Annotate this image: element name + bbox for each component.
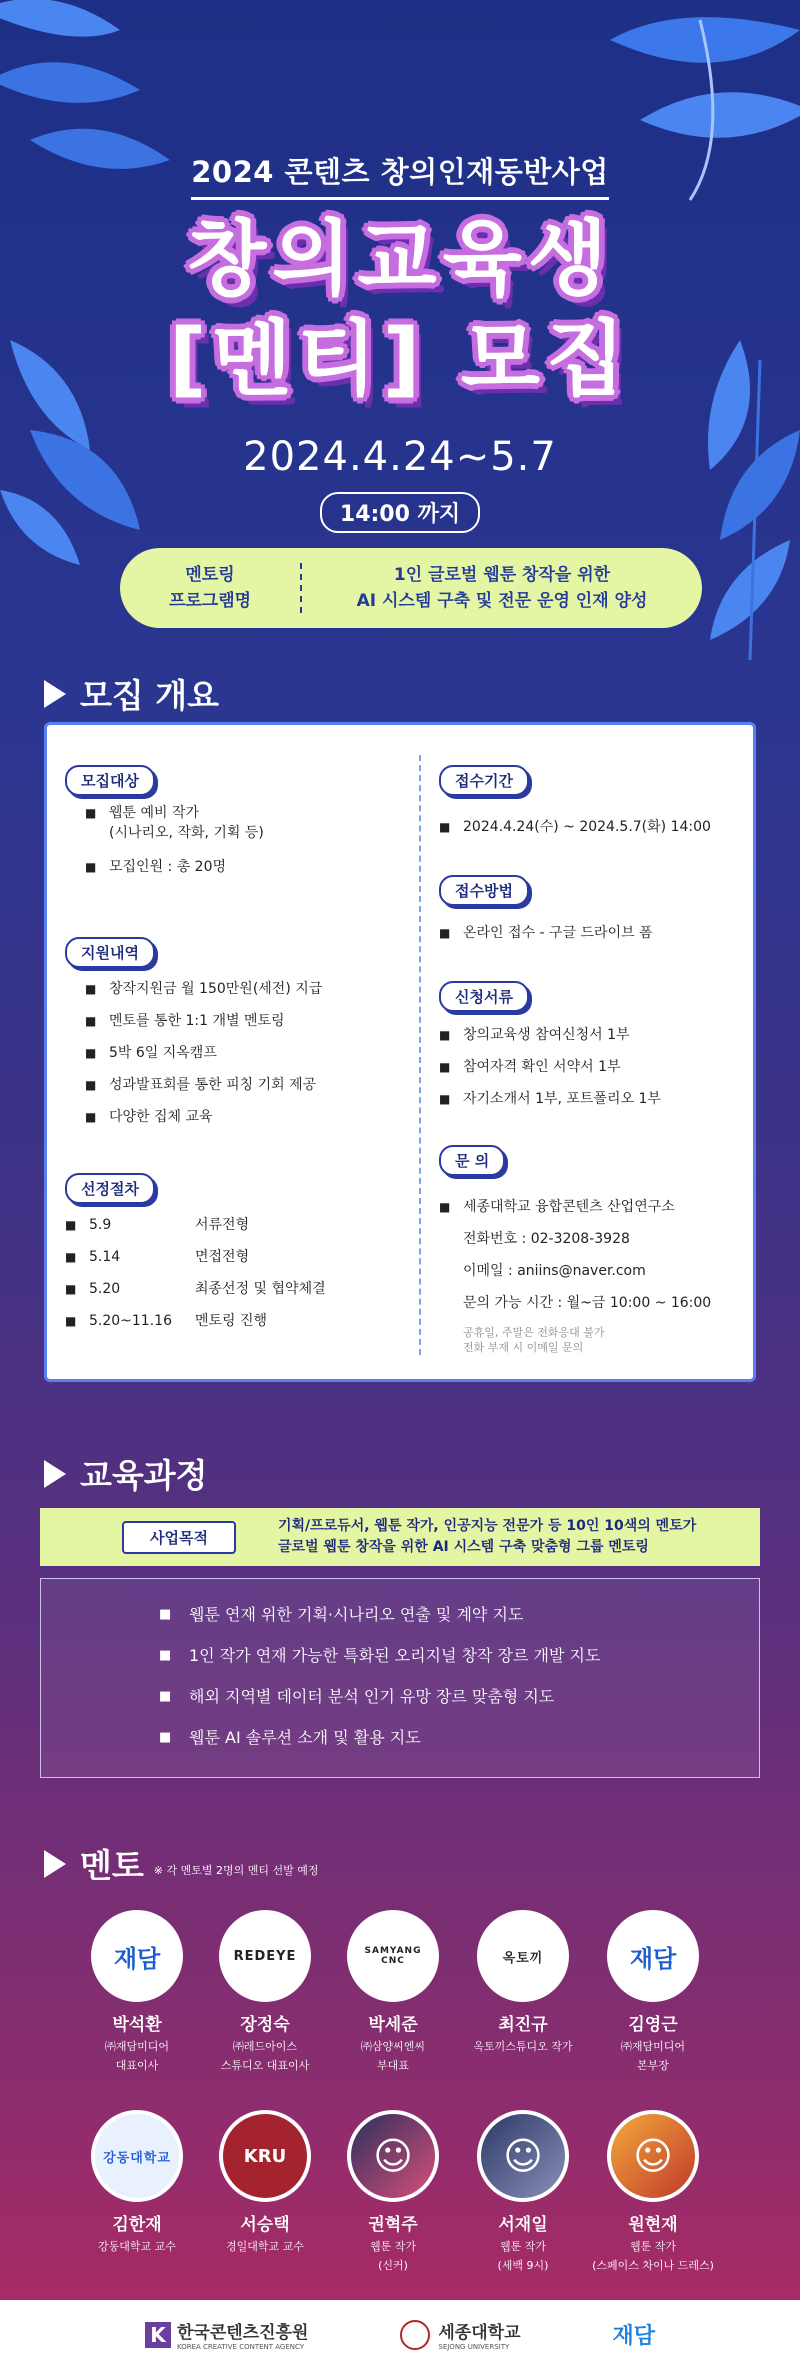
mentor-name: 서승택 (240, 2215, 290, 2235)
mentors-title-text: 멘토 (80, 1846, 144, 1885)
mentor-role: 경일대학교 교수 (226, 2240, 304, 2253)
documents-list (439, 1025, 749, 1121)
mentors-note: ※ 각 멘토별 2명의 멘티 선발 예정 (153, 1863, 319, 1877)
list-item: ■ 창의교육생 참여신청서 1부 (439, 1025, 749, 1045)
mentor-logo: SAMYANG CNC (364, 1946, 422, 1966)
list-item: ■ 웹툰 연재 위한 기획·시나리오 연출 및 계약 지도 (159, 1605, 759, 1625)
program-text-line1: 1인 글로벌 웹툰 창작을 위한 (393, 565, 611, 585)
list-item: ■ 참여자격 확인 서약서 1부 (439, 1057, 749, 1077)
mentor-role: 웹툰 작가 (629, 2240, 676, 2253)
sejong-logo (400, 2318, 520, 2351)
mentor-card (588, 1910, 718, 2073)
kocca-logo (145, 2318, 308, 2351)
purpose-line1: 기획/프로듀서, 웹툰 작가, 인공지능 전문가 등 10인 10색의 멘토가 (277, 1518, 697, 1534)
period-tag: 접수기간 (439, 765, 529, 796)
mentor-role-sub: 본부장 (637, 2059, 669, 2072)
schedule-row (65, 1311, 395, 1331)
list-item: ■ 다양한 집체 교육 (85, 1107, 405, 1127)
mentor-role: 웹툰 작가 (499, 2240, 546, 2253)
mentor-role-sub: (신커) (378, 2259, 408, 2272)
contact-tag: 문 의 (439, 1145, 505, 1176)
list-item: ■ 온라인 접수 - 구글 드라이브 폼 (439, 923, 749, 943)
list-item: ■ 웹툰 AI 솔루션 소개 및 활용 지도 (159, 1728, 759, 1748)
mentor-role: 옥토끼스튜디오 작가 (473, 2040, 573, 2053)
avatar (219, 2110, 311, 2202)
avatar (607, 2110, 699, 2202)
hero-subtitle: 2024 콘텐츠 창의인재동반사업 (191, 150, 609, 200)
schedule-date: ■ 5.20~11.16 (65, 1311, 195, 1331)
jaedam-logo (613, 2319, 656, 2350)
mentor-card (72, 1910, 202, 2073)
list-item (85, 803, 405, 843)
mentor-role: 웹툰 작가 (369, 2240, 416, 2253)
mentor-role: ㈜재담미디어 (104, 2040, 170, 2053)
target-tag: 모집대상 (65, 765, 155, 796)
mentor-card (458, 1910, 588, 2058)
mentor-role: ㈜재담미디어 (620, 2040, 686, 2053)
sejong-name-en: SEJONG UNIVERSITY (438, 2343, 510, 2351)
jaedam-name: 재담 (612, 2324, 656, 2349)
mentors-section-title (44, 1840, 318, 1887)
selection-tag: 선정절차 (65, 1173, 155, 1204)
overview-card (44, 722, 756, 1382)
schedule-step: 최종선정 및 협약체결 (195, 1281, 326, 1297)
avatar (607, 1910, 699, 2002)
list-item: ■ 멘토를 통한 1:1 개별 멘토링 (85, 1011, 405, 1031)
mentor-name: 원현재 (628, 2215, 678, 2235)
column-divider (419, 755, 421, 1355)
mentor-name: 권혁주 (368, 2215, 418, 2235)
support-list (85, 979, 405, 1139)
footer (0, 2300, 800, 2369)
program-label-line1: 멘토링 (185, 565, 235, 585)
program-text (302, 562, 702, 614)
portrait-icon: ☺ (503, 2134, 543, 2178)
contact-note2: 전화 부재 시 이메일 문의 (463, 1341, 584, 1354)
hero-title-line1: 창의교육생 (186, 212, 614, 307)
program-label-line2: 프로그램명 (168, 591, 252, 611)
list-item: ■ 2024.4.24(수) ~ 2024.5.7(화) 14:00 (439, 817, 749, 837)
contact-email[interactable]: 이메일 : aniins@naver.com (463, 1263, 646, 1279)
avatar (91, 1910, 183, 2002)
contact-phone: 전화번호 : 02-3208-3928 (463, 1231, 630, 1247)
contact-note1: 공휴일, 주말은 전화응대 불가 (463, 1326, 605, 1339)
method-tag: 접수방법 (439, 875, 529, 906)
mentor-role: ㈜레드아이스 (232, 2040, 298, 2053)
purpose-banner (40, 1508, 760, 1566)
hero-deadline-time: 14:00 까지 (320, 492, 480, 533)
hero-dates: 2024.4.24~5.7 (243, 434, 557, 480)
mentor-role: 강동대학교 교수 (98, 2240, 176, 2253)
mentor-role-sub: (세백 9시) (497, 2259, 549, 2272)
mentor-card (200, 2110, 330, 2254)
triangle-icon (44, 680, 66, 708)
hero-title-line2: [멘티] 모집 (168, 312, 632, 407)
mentor-card (328, 1910, 458, 2073)
target-item2: 모집인원 : 총 20명 (109, 859, 227, 875)
schedule-row (65, 1247, 395, 1267)
documents-tag: 신청서류 (439, 981, 529, 1012)
mentor-logo: 강동대학교 (103, 2150, 171, 2166)
target-item1: 웹툰 예비 작가 (109, 805, 200, 821)
target-list (85, 803, 405, 889)
avatar (477, 2110, 569, 2202)
mentor-card (72, 2110, 202, 2254)
portrait-icon: ☺ (373, 2134, 413, 2178)
hero (0, 150, 800, 533)
overview-title-text: 모집 개요 (80, 676, 220, 715)
kocca-name-en: KOREA CREATIVE CONTENT AGENCY (176, 2343, 305, 2351)
mentor-role: ㈜삼양씨엔씨 (360, 2040, 426, 2053)
schedule-step: 면접전형 (195, 1249, 250, 1265)
mentor-logo: 옥토끼 (502, 1950, 544, 1966)
schedule-date: ■ 5.9 (65, 1215, 195, 1235)
schedule-row (65, 1215, 395, 1235)
schedule-date: ■ 5.14 (65, 1247, 195, 1267)
sejong-seal-icon (400, 2320, 430, 2350)
list-item: ■ 해외 지역별 데이터 분석 인기 유망 장르 맞춤형 지도 (159, 1687, 759, 1707)
mentor-role-sub: (스페이스 차이나 드레스) (592, 2259, 714, 2272)
mentor-name: 박세준 (368, 2015, 418, 2035)
portrait-icon: ☺ (633, 2134, 673, 2178)
mentor-logo: 재담 (113, 1944, 161, 1973)
curriculum-box (40, 1578, 760, 1778)
purpose-text (278, 1516, 696, 1558)
contact-org: ■ 세종대학교 융합콘텐츠 산업연구소 (439, 1197, 739, 1217)
schedule-date: ■ 5.20 (65, 1279, 195, 1299)
curriculum-list (159, 1605, 759, 1748)
mentor-logo: KRU (243, 2145, 287, 2167)
list-item: ■ 창작지원금 월 150만원(세전) 지급 (85, 979, 405, 999)
mentor-name: 김영근 (628, 2015, 678, 2035)
mentor-name: 박석환 (112, 2015, 162, 2035)
schedule-step: 멘토링 진행 (195, 1313, 268, 1329)
avatar (219, 1910, 311, 2002)
list-item: ■ 성과발표회를 통한 피칭 기회 제공 (85, 1075, 405, 1095)
curriculum-section-title (44, 1450, 208, 1497)
mentor-card (200, 1910, 330, 2073)
list-item (85, 857, 405, 877)
mentor-role-sub: 부대표 (377, 2059, 409, 2072)
avatar (477, 1910, 569, 2002)
purpose-tag: 사업목적 (122, 1521, 236, 1554)
mentor-card (458, 2110, 588, 2273)
list-item: ■ 5박 6일 지옥캠프 (85, 1043, 405, 1063)
mentor-card (328, 2110, 458, 2273)
schedule-row (65, 1279, 395, 1299)
support-tag: 지원내역 (65, 937, 155, 968)
overview-section-title (44, 670, 219, 717)
schedule-step: 서류전형 (195, 1217, 250, 1233)
contact-info (439, 1197, 739, 1355)
mentor-role-sub: 대표이사 (115, 2059, 159, 2072)
program-text-line2: AI 시스템 구축 및 전문 운영 인재 양성 (356, 591, 648, 611)
list-item: ■ 자기소개서 1부, 포트폴리오 1부 (439, 1089, 749, 1109)
selection-schedule (65, 1215, 395, 1343)
period-list (439, 817, 749, 849)
mentor-name: 서재일 (498, 2215, 548, 2235)
kocca-k-icon: K (145, 2322, 171, 2348)
target-item1-sub: (시나리오, 작화, 기획 등) (109, 825, 264, 841)
sejong-name: 세종대학교 (438, 2323, 521, 2343)
avatar (347, 2110, 439, 2202)
mentor-logo: 재담 (629, 1944, 677, 1973)
avatar (91, 2110, 183, 2202)
mentor-logo: REDEYE (233, 1948, 297, 1964)
program-label (120, 562, 300, 614)
purpose-line2: 글로벌 웹툰 창작을 위한 AI 시스템 구축 맞춤형 그룹 멘토링 (277, 1539, 649, 1555)
triangle-icon (44, 1850, 66, 1878)
mentor-name: 김한재 (112, 2215, 162, 2235)
triangle-icon (44, 1460, 66, 1488)
mentor-card (588, 2110, 718, 2273)
kocca-name: 한국콘텐츠진흥원 (176, 2323, 309, 2343)
method-list (439, 923, 749, 955)
mentor-name: 최진규 (498, 2015, 548, 2035)
mentor-role-sub: 스튜디오 대표이사 (220, 2059, 310, 2072)
contact-hours: 문의 가능 시간 : 월~금 10:00 ~ 16:00 (463, 1295, 712, 1311)
program-banner (120, 548, 702, 628)
mentor-name: 장정숙 (240, 2015, 290, 2035)
avatar (347, 1910, 439, 2002)
list-item: ■ 1인 작가 연재 가능한 특화된 오리지널 창작 장르 개발 지도 (159, 1646, 759, 1666)
curriculum-title-text: 교육과정 (80, 1456, 208, 1495)
